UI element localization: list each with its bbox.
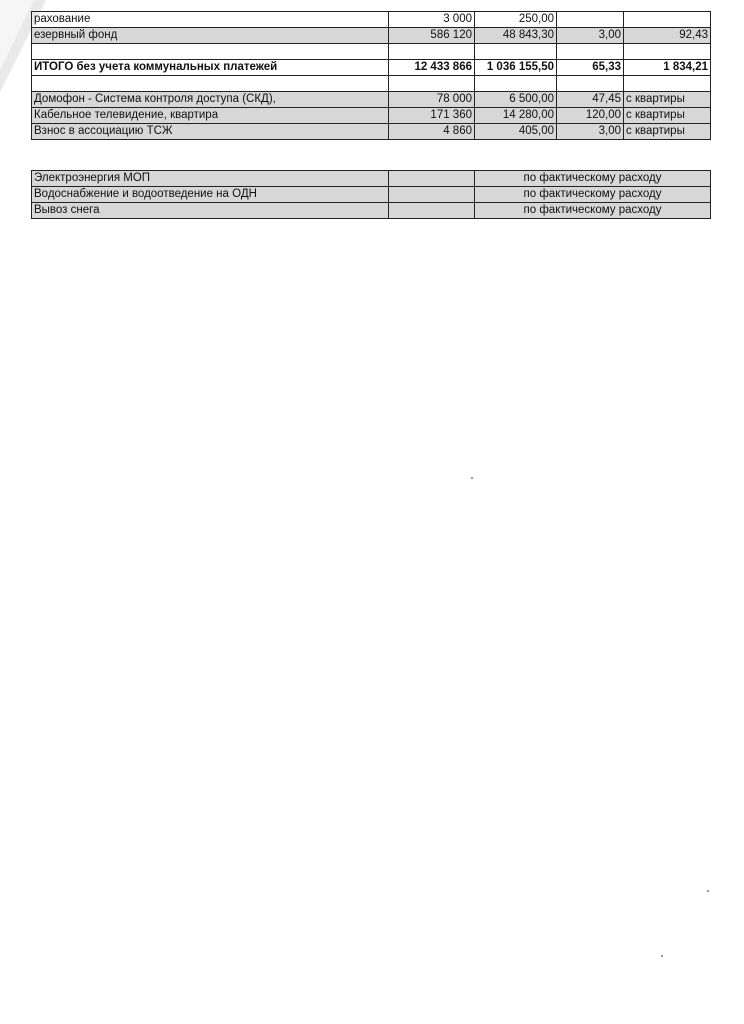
scan-speck — [471, 477, 473, 479]
monthly-amount: 405,00 — [475, 124, 557, 140]
row-label — [32, 44, 389, 60]
annual-amount — [389, 76, 475, 92]
per-unit: с квартиры — [624, 92, 711, 108]
empty-cell — [389, 203, 475, 219]
monthly-amount — [475, 44, 557, 60]
utilities-table — [31, 170, 711, 219]
row-label: Домофон - Система контроля доступа (СКД), — [32, 92, 389, 108]
row-label: Взнос в ассоциацию ТСЖ — [32, 124, 389, 140]
monthly-amount: 48 843,30 — [475, 28, 557, 44]
rate: 3,00 — [557, 28, 624, 44]
monthly-amount: 14 280,00 — [475, 108, 557, 124]
rate — [557, 12, 624, 28]
row-label: Электроэнергия МОП — [32, 171, 389, 187]
rate: 65,33 — [557, 60, 624, 76]
table-row-empty — [32, 44, 711, 60]
annual-amount: 3 000 — [389, 12, 475, 28]
billing-basis: по фактическому расходу — [475, 187, 711, 203]
row-label: рахование — [32, 12, 389, 28]
per-unit: 92,43 — [624, 28, 711, 44]
rate: 3,00 — [557, 124, 624, 140]
folded-corner-inner — [0, 0, 34, 70]
rate — [557, 44, 624, 60]
table-row — [32, 108, 711, 124]
row-label — [32, 76, 389, 92]
monthly-amount: 250,00 — [475, 12, 557, 28]
row-label: езервный фонд — [32, 28, 389, 44]
rate — [557, 76, 624, 92]
table-row — [32, 203, 711, 219]
table-row — [32, 124, 711, 140]
table-row — [32, 171, 711, 187]
empty-cell — [389, 171, 475, 187]
per-unit — [624, 12, 711, 28]
table-row-empty — [32, 76, 711, 92]
per-unit: 1 834,21 — [624, 60, 711, 76]
table-row — [32, 12, 711, 28]
billing-basis: по фактическому расходу — [475, 203, 711, 219]
annual-amount: 12 433 866 — [389, 60, 475, 76]
per-unit: с квартиры — [624, 124, 711, 140]
scan-speck — [661, 955, 663, 957]
annual-amount: 78 000 — [389, 92, 475, 108]
annual-amount: 586 120 — [389, 28, 475, 44]
annual-amount — [389, 44, 475, 60]
per-unit — [624, 44, 711, 60]
per-unit: с квартиры — [624, 108, 711, 124]
table-row-total — [32, 60, 711, 76]
rate: 47,45 — [557, 92, 624, 108]
row-label: Водоснабжение и водоотведение на ОДН — [32, 187, 389, 203]
empty-cell — [389, 187, 475, 203]
row-label: Кабельное телевидение, квартира — [32, 108, 389, 124]
budget-table — [31, 11, 711, 140]
billing-basis: по фактическому расходу — [475, 171, 711, 187]
scan-speck — [707, 890, 709, 892]
rate: 120,00 — [557, 108, 624, 124]
table-row — [32, 187, 711, 203]
per-unit — [624, 76, 711, 92]
table-row — [32, 92, 711, 108]
row-label: ИТОГО без учета коммунальных платежей — [32, 60, 389, 76]
monthly-amount — [475, 76, 557, 92]
table-row — [32, 28, 711, 44]
monthly-amount: 1 036 155,50 — [475, 60, 557, 76]
annual-amount: 171 360 — [389, 108, 475, 124]
annual-amount: 4 860 — [389, 124, 475, 140]
monthly-amount: 6 500,00 — [475, 92, 557, 108]
row-label: Вывоз снега — [32, 203, 389, 219]
